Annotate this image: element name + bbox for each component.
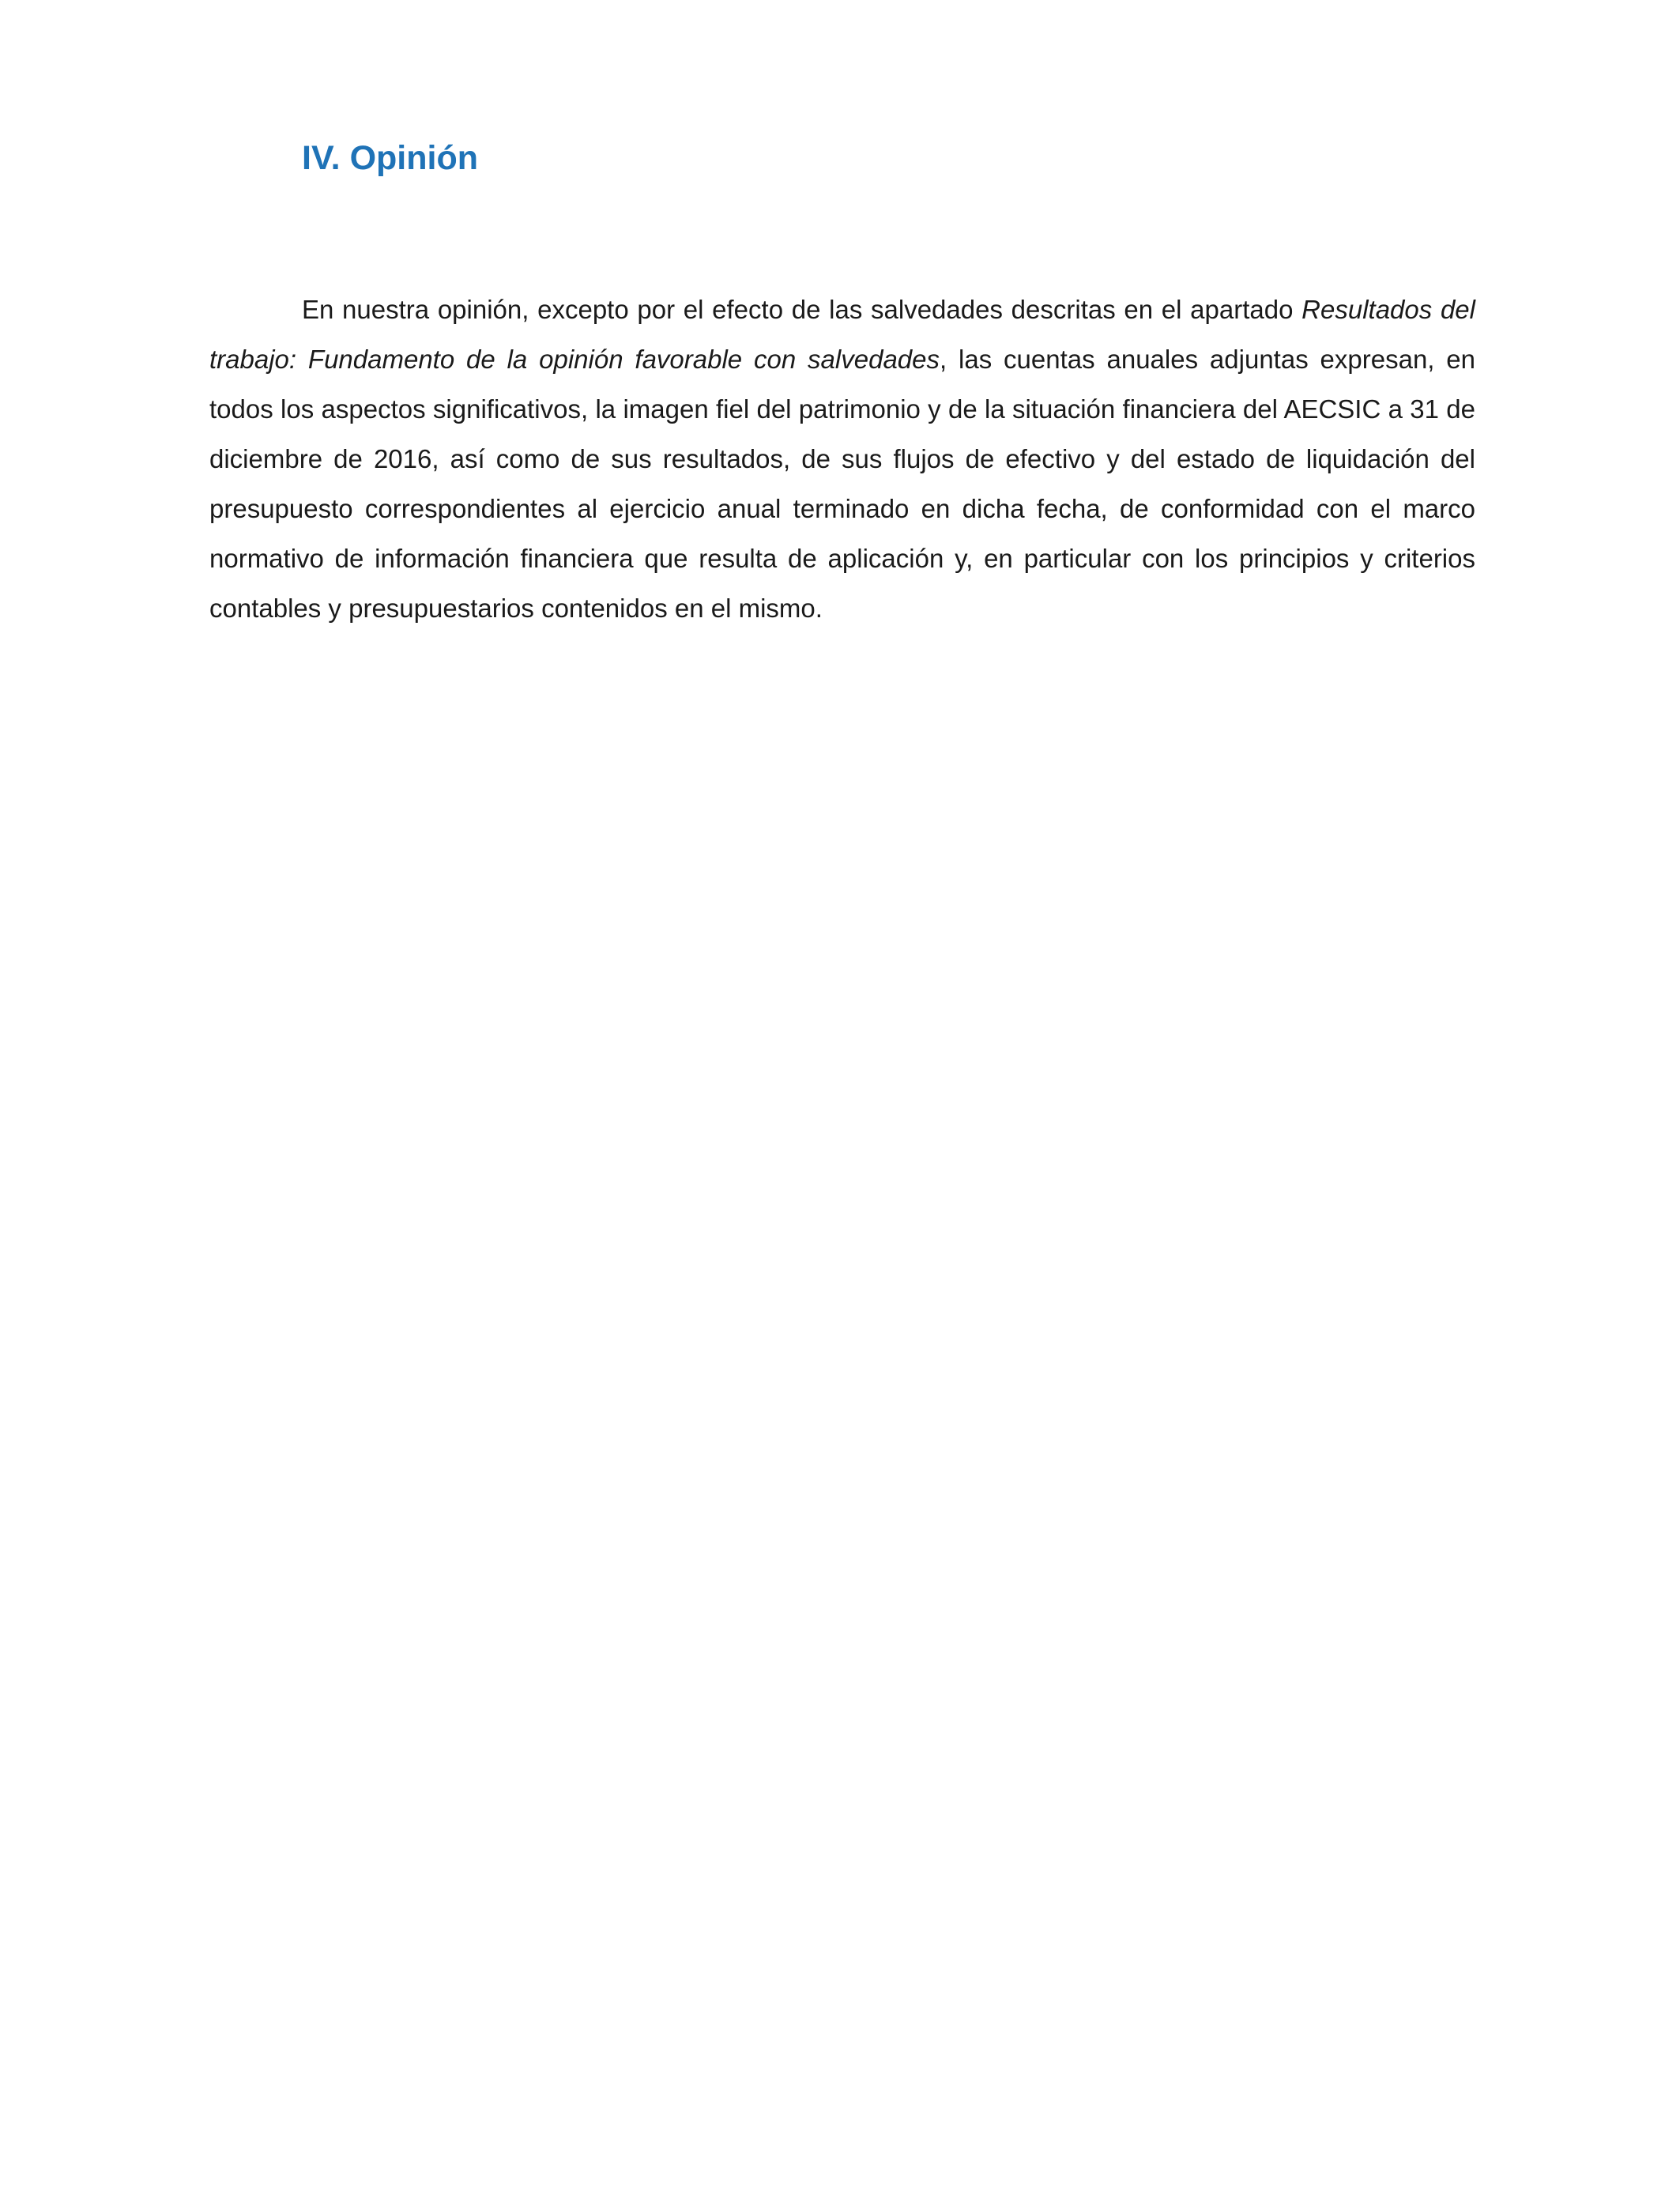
opinion-paragraph [209,285,1475,633]
paragraph-italic-reference: Resultados del trabajo: Fundamento de la opinión favorable con salvedades [209,295,1475,374]
paragraph-intro-text: En nuestra opinión, excepto por el efecto de las salvedades descritas en el apartado [302,295,1302,324]
section-title: IV. Opinión [302,139,478,177]
paragraph-rest-text: , las cuentas anuales adjuntas expresan, en todos los aspectos significativos, la imagen fiel del patrimonio y de la situación financiera del AECSIC a 31 de diciembre de 2016, así como de sus resultados, de sus flujos de efectivo y del estado de liquidación del presupuesto correspondientes al ejercicio anual terminado en dicha fecha, de conformidad con el marco normativo de información financiera que resulta de aplicación y, en particular con los principios y criterios contables y presupuestarios contenidos en el mismo. [209,345,1476,623]
